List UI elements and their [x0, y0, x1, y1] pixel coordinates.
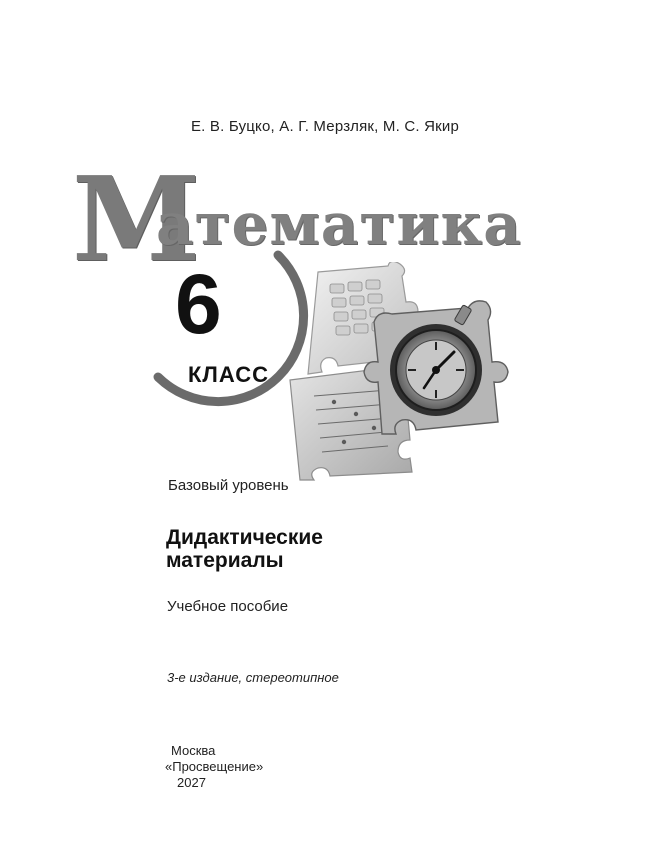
publisher-block: [165, 743, 263, 791]
edition-label: 3-е издание, стереотипное: [167, 670, 339, 685]
authors: Е. В. Буцко, А. Г. Мерзляк, М. С. Якир: [190, 118, 460, 135]
compass-puzzle-piece: [364, 301, 508, 434]
publisher-name: «Просвещение»: [165, 759, 264, 774]
kind-line-2: материалы: [166, 549, 284, 572]
kind-line-1: Дидактические: [166, 526, 323, 549]
purpose-label: Учебное пособие: [167, 598, 289, 615]
puzzle-illustration: [278, 262, 518, 482]
title-rest: атематика: [156, 190, 522, 258]
publication-kind: [166, 526, 323, 572]
publisher-city: Москва: [171, 743, 216, 758]
publisher-year: 2027: [177, 775, 206, 790]
title-initial: М: [72, 152, 201, 288]
grade-word: КЛАСС: [188, 362, 269, 387]
level-label: Базовый уровень: [168, 477, 289, 494]
grade-number: 6: [175, 257, 222, 351]
